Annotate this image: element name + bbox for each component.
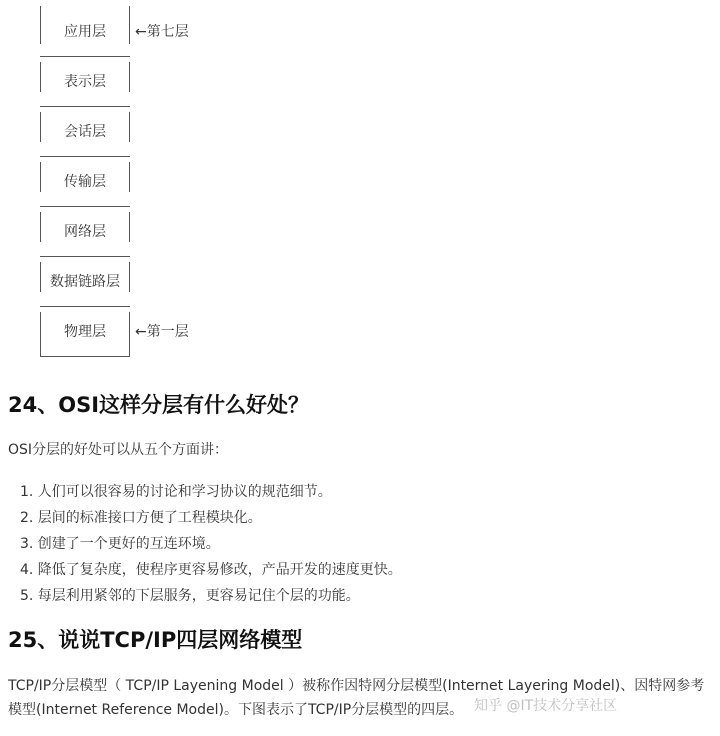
- bottom-layer-annotation: ←第一层: [135, 324, 189, 340]
- diagram-right-border: [129, 312, 130, 356]
- diagram-right-border: [129, 262, 130, 292]
- layer-divider: [40, 56, 130, 57]
- top-layer-annotation: ←第七层: [135, 24, 189, 40]
- layer-application: 应用层: [64, 24, 106, 40]
- list-item: 1. 人们可以很容易的讨论和学习协议的规范细节。: [20, 484, 332, 500]
- layer-presentation: 表示层: [64, 74, 106, 90]
- layer-divider: [40, 256, 130, 257]
- diagram-right-border: [129, 112, 130, 142]
- layer-transport: 传输层: [64, 174, 106, 190]
- layer-divider: [40, 356, 130, 357]
- layer-divider: [40, 156, 130, 157]
- layer-divider: [40, 206, 130, 207]
- diagram-right-border: [129, 212, 130, 242]
- diagram-right-border: [129, 6, 130, 44]
- section-25-paragraph: TCP/IP分层模型（ TCP/IP Layening Model ）被称作因特网分层模型(Internet Layering Model)、因特网参考模型(Internet Reference Model)。下图表示了TCP/IP分层模型的四层。: [8, 678, 705, 718]
- layer-physical: 物理层: [64, 324, 106, 340]
- watermark: 知乎 @IT技术分享社区: [474, 698, 618, 714]
- layer-network: 网络层: [64, 224, 106, 240]
- section-24-heading: 24、OSI这样分层有什么好处？: [8, 393, 310, 417]
- list-item: 2. 层间的标准接口方便了工程模块化。: [20, 510, 262, 526]
- benefits-list: [20, 479, 402, 609]
- layer-session: 会话层: [64, 124, 106, 140]
- diagram-right-border: [129, 162, 130, 192]
- list-item: 4. 降低了复杂度，使程序更容易修改，产品开发的速度更快。: [20, 562, 402, 578]
- list-item: 5. 每层利用紧邻的下层服务，更容易记住个层的功能。: [20, 588, 360, 604]
- layer-divider: [40, 106, 130, 107]
- diagram-right-border: [129, 62, 130, 92]
- list-item: 3. 创建了一个更好的互连环境。: [20, 536, 220, 552]
- section-24-intro: OSI分层的好处可以从五个方面讲：: [8, 442, 229, 458]
- layer-divider: [40, 306, 130, 307]
- osi-layer-diagram: [0, 0, 260, 365]
- layer-data-link: 数据链路层: [50, 274, 120, 290]
- section-25-heading: 25、说说TCP/IP四层网络模型: [8, 628, 303, 652]
